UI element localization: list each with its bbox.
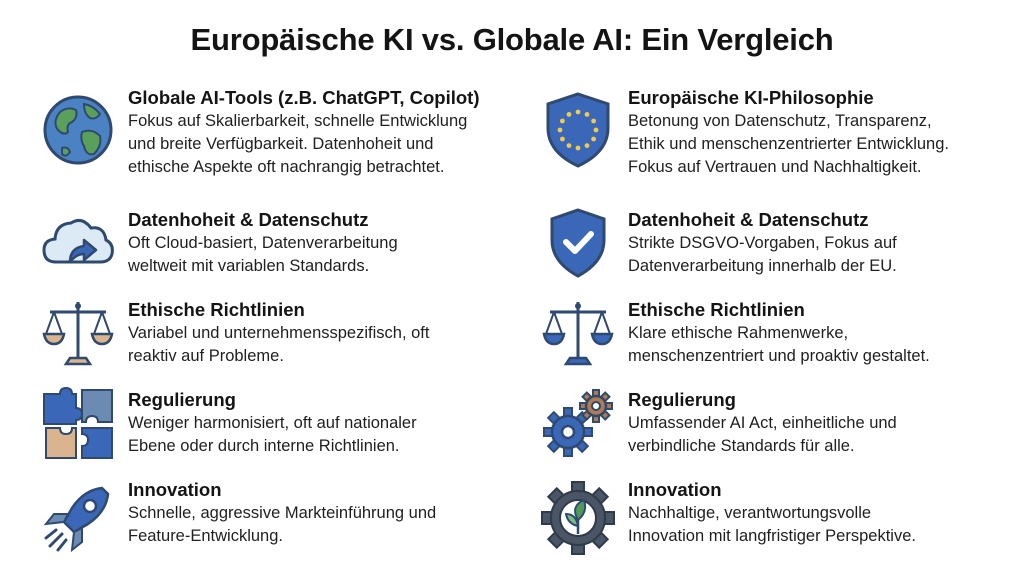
item-text-line: Ebene oder durch interne Richtlinien. [128, 437, 400, 455]
left-item-regulation [38, 388, 508, 478]
item-heading: Innovation [628, 479, 722, 500]
item-text-line: Weniger harmonisiert, oft auf nationaler [128, 414, 417, 432]
left-item-data-sovereignty [38, 208, 508, 298]
item-text-line: Strikte DSGVO-Vorgaben, Fokus auf [628, 234, 897, 252]
item-text-line: Ethik und menschenzentrierter Entwicklung. [628, 135, 949, 153]
item-heading: Regulierung [128, 389, 236, 410]
right-item-data-sovereignty [538, 208, 1008, 298]
item-text-line: und breite Verfügbarkeit. Datenhoheit und [128, 135, 434, 153]
item-heading: Regulierung [628, 389, 736, 410]
item-text-line: weltweit mit variablen Standards. [128, 257, 370, 275]
item-text-line: Umfassender AI Act, einheitliche und [628, 414, 897, 432]
item-text-line: Oft Cloud-basiert, Datenverarbeitung [128, 234, 398, 252]
globe-icon [38, 90, 118, 170]
item-text-line: verbindliche Standards für alle. [628, 437, 855, 455]
item-heading: Innovation [128, 479, 222, 500]
item-heading: Datenhoheit & Datenschutz [128, 209, 369, 230]
item-text-line: Feature-Entwicklung. [128, 527, 283, 545]
item-text-line: ethische Aspekte oft nachrangig betrachtet. [128, 158, 445, 176]
left-item-innovation [38, 478, 508, 568]
item-heading: Ethische Richtlinien [128, 299, 305, 320]
rocket-icon [38, 478, 118, 558]
item-heading: Datenhoheit & Datenschutz [628, 209, 869, 230]
scales-icon [38, 294, 118, 374]
item-text-line: Variabel und unternehmensspezifisch, oft [128, 324, 430, 342]
right-item-ethics [538, 298, 1008, 388]
item-text-line: Nachhaltige, verantwortungsvolle [628, 504, 872, 522]
item-text-line: Fokus auf Skalierbarkeit, schnelle Entwicklung [128, 112, 468, 130]
leaf-gear-icon [538, 478, 618, 558]
scales-icon [538, 294, 618, 374]
item-text-line: menschenzentriert und proaktiv gestaltet. [628, 347, 930, 365]
puzzle-icon [38, 384, 118, 464]
gears-icon [538, 384, 618, 464]
item-heading: Europäische KI-Philosophie [628, 87, 874, 108]
item-text-line: reaktiv auf Probleme. [128, 347, 284, 365]
left-item-ethics [38, 298, 508, 388]
item-text-line: Betonung von Datenschutz, Transparenz, [628, 112, 932, 130]
item-text-line: Innovation mit langfristiger Perspektive. [628, 527, 916, 545]
left-item-global-tools [38, 86, 508, 176]
eu-shield-icon [538, 90, 618, 170]
shield-check-icon [538, 204, 618, 284]
item-text-line: Fokus auf Vertrauen und Nachhaltigkeit. [628, 158, 922, 176]
item-text-line: Datenverarbeitung innerhalb der EU. [628, 257, 897, 275]
item-heading: Ethische Richtlinien [628, 299, 805, 320]
right-item-regulation [538, 388, 1008, 478]
right-item-innovation [538, 478, 1008, 568]
right-item-eu-philosophy [538, 86, 1008, 176]
page-title: Europäische KI vs. Globale AI: Ein Vergleich [190, 22, 834, 57]
item-heading: Globale AI-Tools (z.B. ChatGPT, Copilot) [128, 87, 480, 108]
cloud-upload-icon [38, 204, 118, 284]
item-text-line: Klare ethische Rahmenwerke, [628, 324, 849, 342]
item-text-line: Schnelle, aggressive Markteinführung und [128, 504, 437, 522]
